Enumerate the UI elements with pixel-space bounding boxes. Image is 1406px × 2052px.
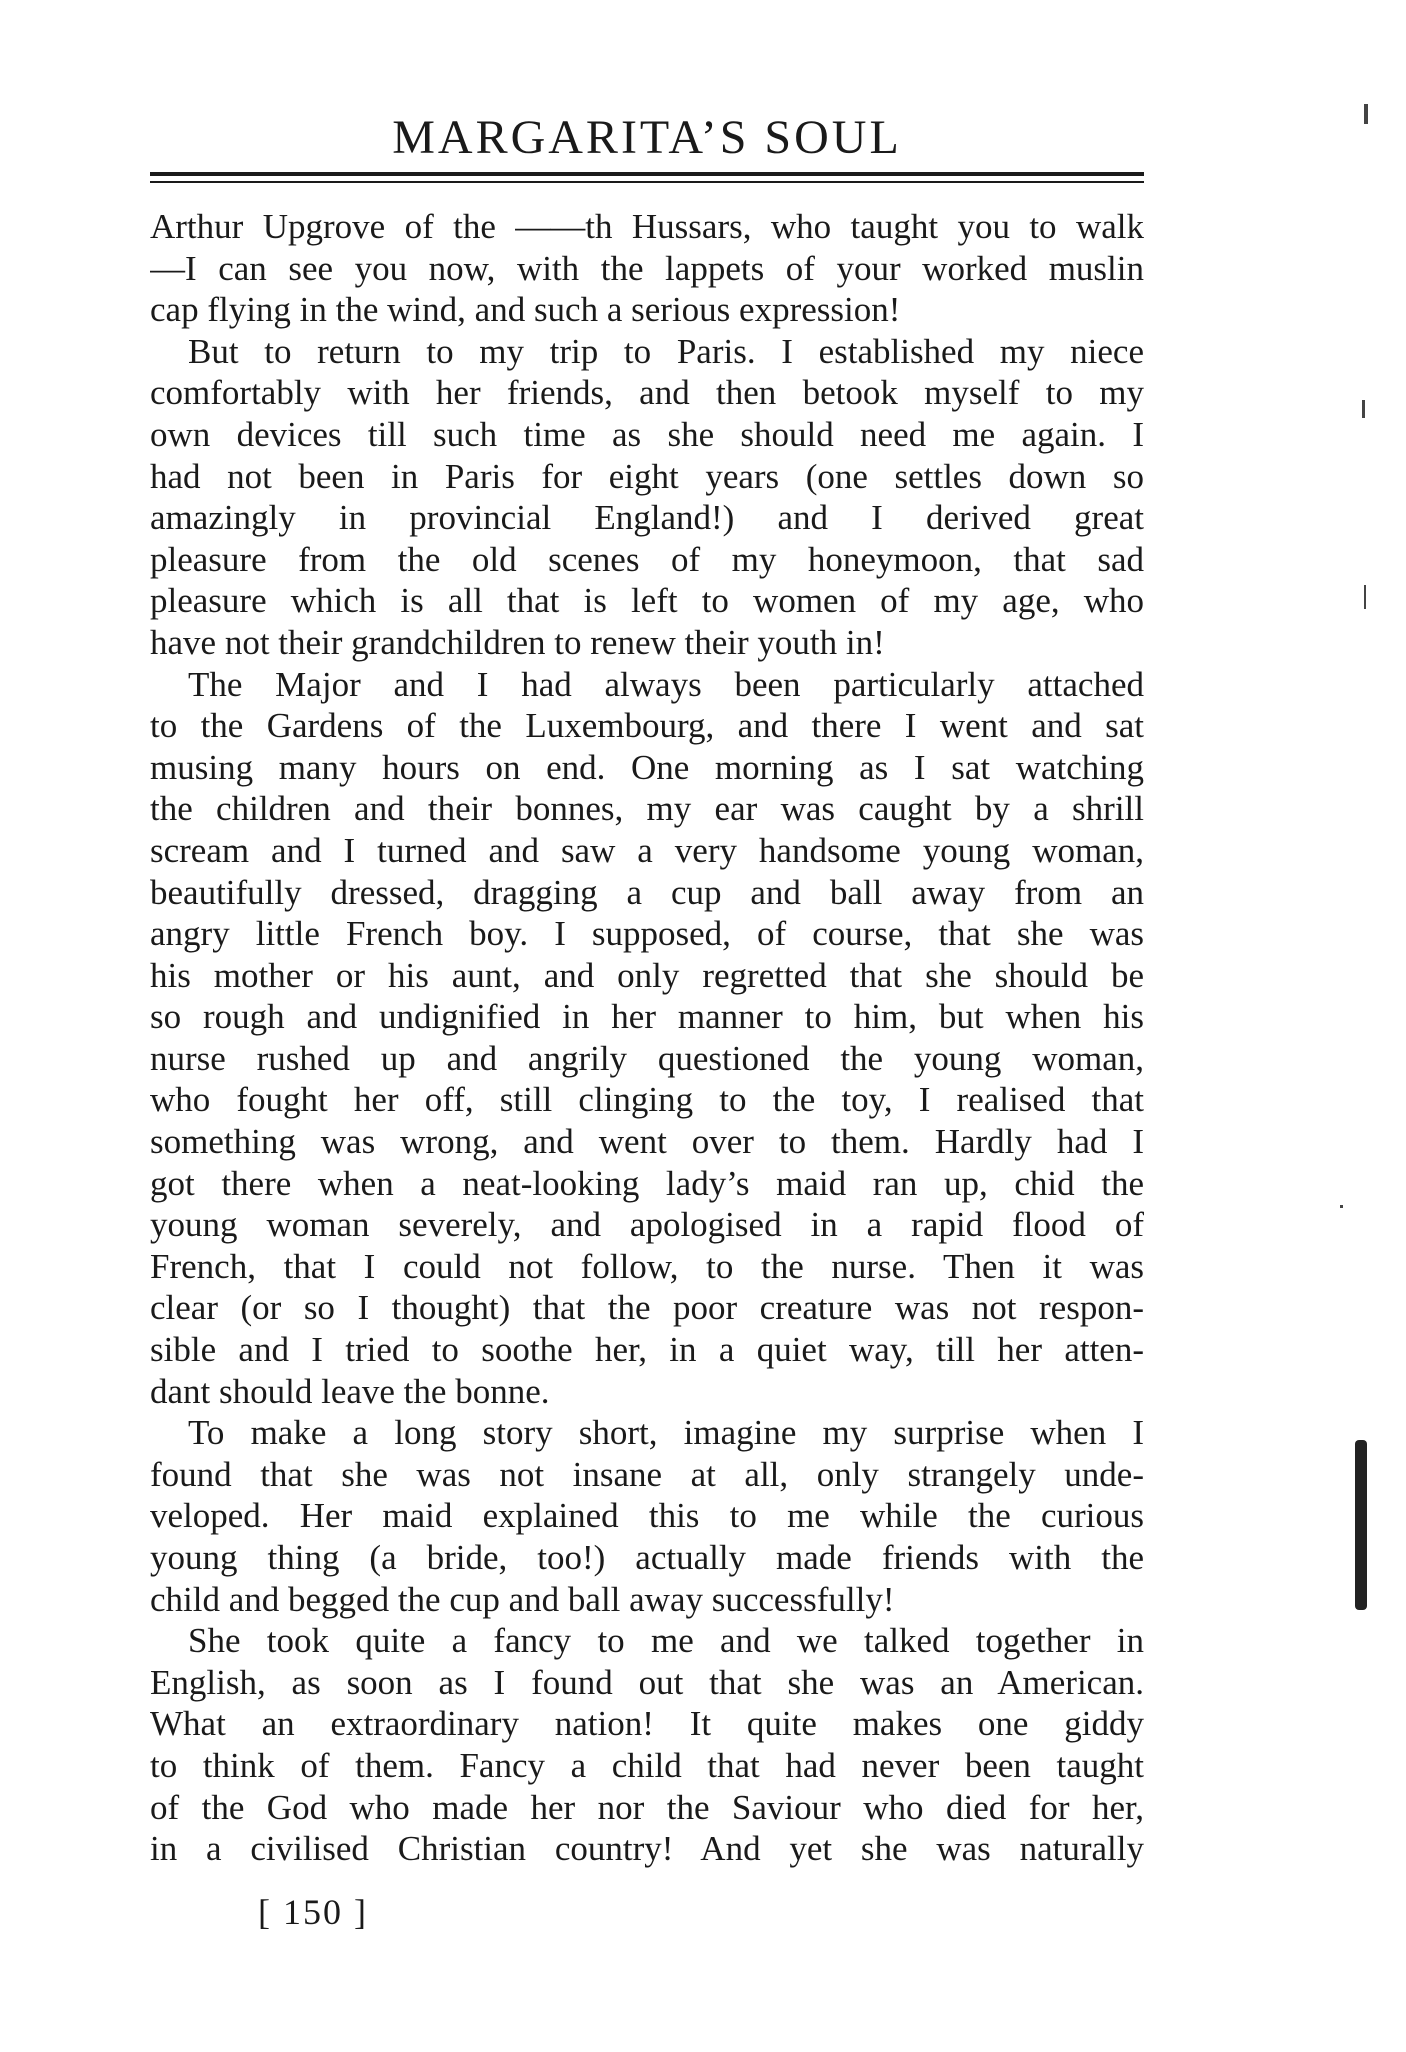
text-line: own devices till such time as she should need me again. I <box>150 414 1144 454</box>
text-line: child and begged the cup and ball away successfully! <box>150 1579 895 1619</box>
text-line: so rough and undignified in her manner to him, but when his <box>150 997 1144 1037</box>
text-line: veloped. Her maid explained this to me while the curious <box>150 1496 1144 1536</box>
text-line: —I can see you now, with the lappets of your worked muslin <box>150 248 1144 288</box>
body-text <box>150 206 1144 1870</box>
text-line: cap flying in the wind, and such a serious expression! <box>150 290 901 330</box>
text-line: Arthur Upgrove of the ——th Hussars, who taught you to walk <box>150 207 1144 246</box>
text-line: pleasure which is all that is left to women of my age, who <box>150 581 1144 621</box>
text-line: had not been in Paris for eight years (one settles down so <box>150 456 1144 496</box>
text-line: nurse rushed up and angrily questioned the young woman, <box>150 1038 1144 1078</box>
text-line: found that she was not insane at all, only strangely unde- <box>150 1454 1144 1494</box>
text-line: something was wrong, and went over to them. Hardly had I <box>150 1122 1144 1162</box>
text-line: What an extraordinary nation! It quite makes one giddy <box>150 1704 1144 1744</box>
text-line: dant should leave the bonne. <box>150 1371 550 1411</box>
text-line: The Major and I had always been particularly attached <box>188 664 1144 704</box>
text-line: French, that I could not follow, to the nurse. Then it was <box>150 1246 1144 1286</box>
text-line: young thing (a bride, too!) actually made friends with the <box>150 1538 1144 1577</box>
text-line: his mother or his aunt, and only regretted that she should be <box>150 955 1144 995</box>
text-line: pleasure from the old scenes of my honeymoon, that sad <box>150 539 1144 579</box>
text-line: clear (or so I thought) that the poor creature was not respon- <box>150 1288 1144 1328</box>
running-head: MARGARITA’S SOUL <box>392 111 902 164</box>
page-number: [ 150 ] <box>258 1892 368 1932</box>
text-line: sible and I tried to soothe her, in a quiet way, till her atten- <box>150 1330 1144 1370</box>
text-line: beautifully dressed, dragging a cup and ball away from an <box>150 872 1144 912</box>
text-line: scream and I turned and saw a very handsome young woman, <box>150 830 1144 870</box>
text-line: young woman severely, and apologised in a rapid flood of <box>150 1205 1144 1245</box>
scan-mark <box>1364 585 1366 609</box>
text-line: in a civilised Christian country! And yet she was naturally <box>150 1829 1144 1869</box>
text-line: musing many hours on end. One morning as I sat watching <box>150 747 1144 787</box>
text-line: have not their grandchildren to renew their youth in! <box>150 622 885 662</box>
scan-mark <box>1340 1205 1343 1208</box>
text-line: of the God who made her nor the Saviour who died for her, <box>150 1787 1144 1827</box>
header-rule-thin <box>150 181 1144 183</box>
text-line: She took quite a fancy to me and we talked together in <box>188 1621 1144 1661</box>
text-line: to the Gardens of the Luxembourg, and there I went and sat <box>150 706 1144 746</box>
text-line: comfortably with her friends, and then betook myself to my <box>150 373 1144 413</box>
text-line: amazingly in provincial England!) and I derived great <box>150 498 1144 538</box>
text-line: To make a long story short, imagine my surprise when I <box>188 1413 1144 1453</box>
text-line: But to return to my trip to Paris. I established my niece <box>188 331 1144 371</box>
header-rule-thick <box>150 172 1144 176</box>
text-line: who fought her off, still clinging to the toy, I realised that <box>150 1080 1144 1120</box>
scan-mark <box>1362 400 1365 418</box>
text-line: got there when a neat-looking lady’s maid ran up, chid the <box>150 1163 1144 1203</box>
text-line: to think of them. Fancy a child that had never been taught <box>150 1745 1144 1785</box>
scan-mark <box>1364 104 1368 124</box>
scan-mark <box>1355 1440 1367 1610</box>
text-line: English, as soon as I found out that she was an American. <box>150 1662 1144 1702</box>
text-line: the children and their bonnes, my ear was caught by a shrill <box>150 789 1144 829</box>
text-line: angry little French boy. I supposed, of course, that she was <box>150 914 1144 954</box>
